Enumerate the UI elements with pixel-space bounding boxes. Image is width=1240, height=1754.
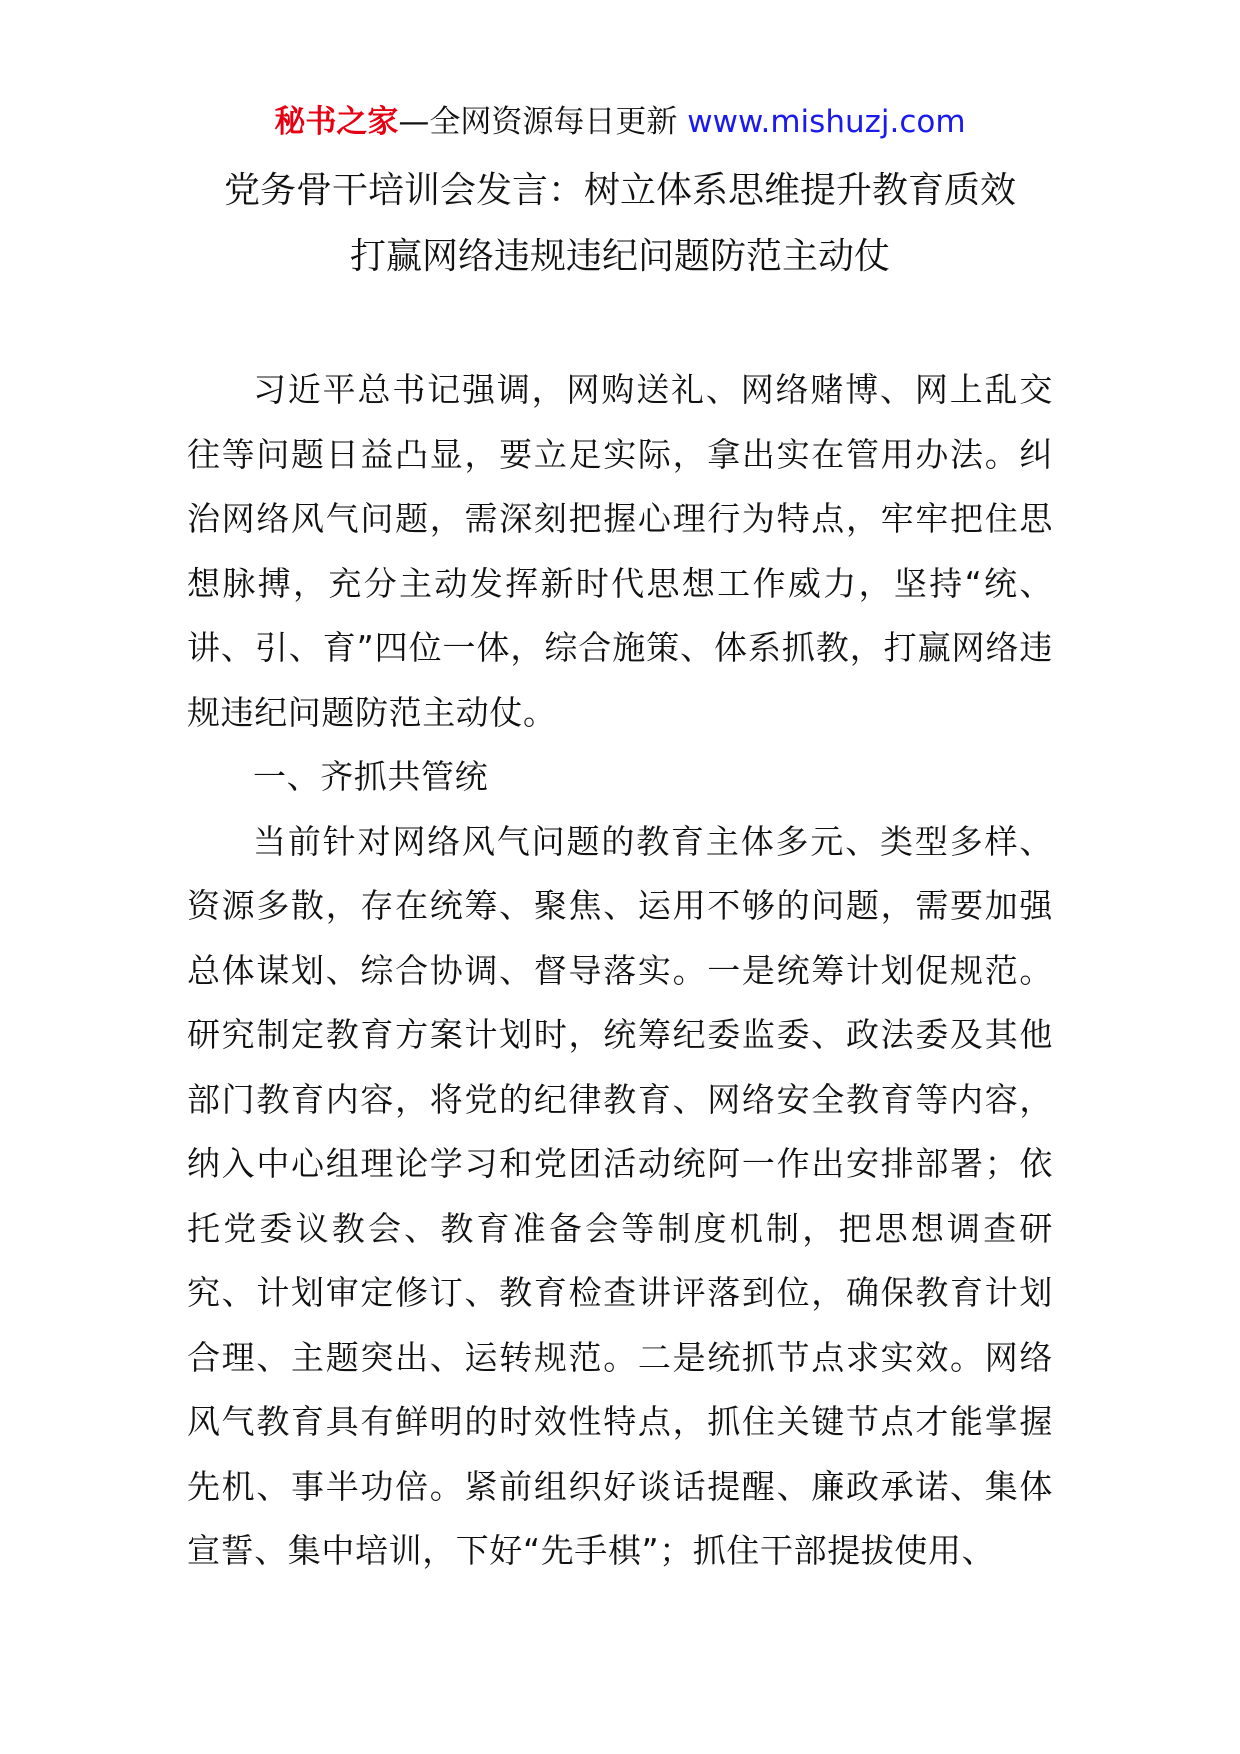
paragraph-section-1: 当前针对网络风气问题的教育主体多元、类型多样、资源多散，存在统筹、聚焦、运用不够的问题，需要加强总体谋划、综合协调、督导落实。一是统筹计划促规范。研究制定教育方案计划时，统筹纪委监委、政法委及其他部门教育内容，将党的纪律教育、网络安全教育等内容，纳入中心组理论学习和党团活动统阿一作出安排部署；依托党委议教会、教育准备会等制度机制，把思想调查研究、计划审定修订、教育检查讲评落到位，确保教育计划合理、主题突出、运转规范。二是统抓节点求实效。网络风气教育具有鲜明的时效性特点，抓住关键节点才能掌握先机、事半功倍。紧前组织好谈话提醒、廉政承诺、集体宣誓、集中培训，下好“先手棋”；抓住干部提拔使用、	[187, 821, 1053, 1570]
paragraph-intro: 习近平总书记强调，网购送礼、网络赌博、网上乱交往等问题日益凸显，要立足实际，拿出实在管用办法。纠治网络风气问题，需深刻把握心理行为特点，牢牢把住思想脉搏，充分主动发挥新时代思想工作威力，坚持“统、讲、引、育”四位一体，综合施策、体系抓教，打赢网络违规违纪问题防范主动仗。	[187, 370, 1053, 732]
document-body	[187, 358, 1053, 1584]
document-title-line1: 党务骨干培训会发言：树立体系思维提升教育质效	[223, 170, 1016, 211]
document-title-line2: 打赢网络违规违纪问题防范主动仗	[349, 236, 890, 277]
header-tagline: —全网资源每日更新	[398, 104, 688, 140]
watermark-header	[0, 100, 1240, 144]
section-heading-1: 一、齐抓共管统	[253, 757, 489, 796]
header-url[interactable]: www.mishuzj.com	[687, 104, 966, 140]
brand-name: 秘书之家	[274, 104, 399, 140]
